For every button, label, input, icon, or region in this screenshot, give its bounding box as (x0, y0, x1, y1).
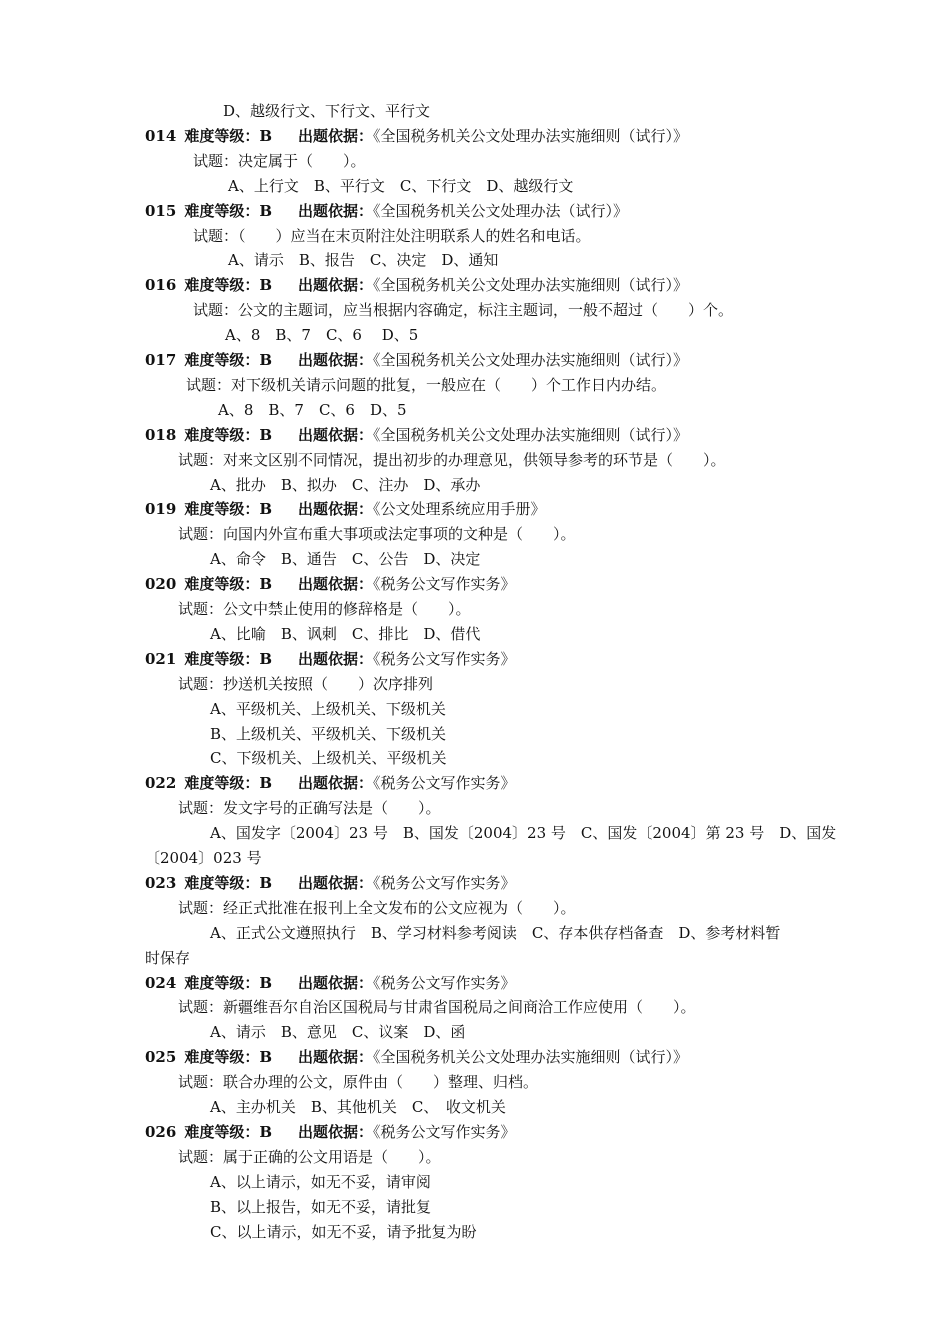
question-number: 016 (145, 276, 177, 295)
basis-label: 出题依据： (298, 500, 374, 519)
basis-label: 出题依据： (298, 774, 374, 793)
difficulty-level: 难度等级：B (184, 873, 272, 892)
question-text: 试题：新疆维吾尔自治区国税局与甘肃省国税局之间商洽工作应使用（ ）。 (178, 998, 696, 1017)
difficulty-level: 难度等级：B (184, 276, 272, 295)
question-text: 试题：（ ）应当在末页附注处注明联系人的姓名和电话。 (193, 226, 591, 245)
option-continuation: 时保存 (145, 948, 191, 967)
question-text: 试题：决定属于（ ）。 (193, 151, 366, 170)
basis-source: 《税务公文写作实务》 (373, 1122, 516, 1141)
basis-label: 出题依据： (298, 425, 374, 444)
difficulty-level: 难度等级：B (184, 126, 272, 145)
basis-source: 《税务公文写作实务》 (373, 973, 516, 992)
question-number: 020 (145, 575, 177, 594)
question-number: 014 (145, 126, 177, 145)
basis-source: 《全国税务机关公文处理办法（试行）》 (373, 201, 629, 220)
basis-label: 出题依据： (298, 873, 374, 892)
answer-option: A、比喻 B、讽刺 C、排比 D、借代 (210, 624, 481, 643)
question-number: 022 (145, 774, 177, 793)
basis-label: 出题依据： (298, 649, 374, 668)
question-text: 试题：对来文区别不同情况，提出初步的办理意见，供领导参考的环节是（ ）。 (178, 450, 726, 469)
answer-option: D、越级行文、下行文、平行文 (223, 102, 431, 120)
basis-source: 《税务公文写作实务》 (373, 774, 516, 793)
answer-option: A、命令 B、通告 C、公告 D、决定 (210, 550, 481, 569)
answer-option: A、8 B、7 C、6 D、5 (218, 400, 407, 419)
answer-option: A、批办 B、拟办 C、注办 D、承办 (210, 475, 481, 494)
answer-option: A、正式公文遵照执行 B、学习材料参考阅读 C、存本供存档备查 D、参考材料暂 (210, 923, 781, 942)
basis-label: 出题依据： (298, 575, 374, 594)
basis-label: 出题依据： (298, 1048, 374, 1067)
question-header (145, 499, 546, 519)
difficulty-level: 难度等级：B (184, 1048, 272, 1067)
question-header (145, 126, 688, 146)
question-text: 试题：公文的主题词，应当根据内容确定，标注主题词，一般不超过（ ）个。 (193, 301, 734, 320)
answer-option: A、主办机关 B、其他机关 C、 收文机关 (210, 1098, 506, 1116)
difficulty-level: 难度等级：B (184, 201, 272, 220)
question-header (145, 873, 516, 893)
question-header (145, 1047, 688, 1067)
basis-label: 出题依据： (298, 276, 374, 295)
question-header (145, 1122, 516, 1142)
basis-label: 出题依据： (298, 351, 374, 369)
question-header (145, 425, 688, 445)
answer-option: A、国发字〔2004〕23 号 B、国发〔2004〕23 号 C、国发〔2004〕第 23 号 D、国发 (210, 824, 837, 843)
option-continuation: 〔2004〕023 号 (145, 849, 262, 867)
question-header (145, 201, 628, 221)
question-text: 试题：属于正确的公文用语是（ ）。 (178, 1147, 441, 1166)
question-text: 试题：对下级机关请示问题的批复，一般应在（ ）个工作日内办结。 (186, 375, 667, 394)
question-text: 试题：经正式批准在报刊上全文发布的公文应视为（ ）。 (178, 898, 576, 917)
difficulty-level: 难度等级：B (184, 500, 272, 519)
basis-label: 出题依据： (298, 1122, 374, 1141)
question-number: 025 (145, 1048, 177, 1067)
answer-option: A、上行文 B、平行文 C、下行文 D、越级行文 (228, 176, 574, 195)
answer-option: C、以上请示，如无不妥，请予批复为盼 (210, 1222, 477, 1241)
answer-option: B、上级机关、平级机关、下级机关 (210, 724, 447, 743)
basis-label: 出题依据： (298, 973, 374, 992)
answer-option: A、以上请示，如无不妥，请审阅 (210, 1172, 431, 1191)
answer-option: A、8 B、7 C、6 D、5 (225, 326, 419, 345)
answer-option: A、请示 B、报告 C、决定 D、通知 (228, 251, 499, 270)
difficulty-level: 难度等级：B (184, 575, 272, 594)
question-number: 024 (145, 973, 177, 992)
question-number: 026 (145, 1122, 177, 1141)
basis-source: 《税务公文写作实务》 (373, 575, 516, 594)
difficulty-level: 难度等级：B (184, 973, 272, 992)
question-number: 015 (145, 201, 177, 220)
basis-source: 《全国税务机关公文处理办法实施细则（试行）》 (373, 425, 689, 444)
basis-source: 《全国税务机关公文处理办法实施细则（试行）》 (373, 276, 689, 295)
question-text: 试题：联合办理的公文，原件由（ ）整理、归档。 (178, 1073, 539, 1092)
answer-option: B、以上报告，如无不妥，请批复 (210, 1197, 432, 1216)
question-number: 021 (145, 649, 177, 668)
question-header (145, 973, 516, 993)
answer-option: C、下级机关、上级机关、平级机关 (210, 749, 447, 768)
basis-source: 《公文处理系统应用手册》 (373, 500, 546, 519)
question-number: 019 (145, 500, 177, 519)
question-header (145, 350, 688, 370)
difficulty-level: 难度等级：B (184, 649, 272, 668)
difficulty-level: 难度等级：B (184, 351, 272, 369)
question-number: 018 (145, 425, 177, 444)
basis-source: 《税务公文写作实务》 (373, 873, 516, 892)
question-text: 试题：发文字号的正确写法是（ ）。 (178, 799, 441, 818)
question-header (145, 574, 516, 594)
basis-source: 《全国税务机关公文处理办法实施细则（试行）》 (373, 1048, 689, 1067)
question-header (145, 275, 688, 295)
basis-label: 出题依据： (298, 126, 374, 145)
answer-option: A、请示 B、意见 C、议案 D、函 (210, 1023, 466, 1042)
answer-option: A、平级机关、上级机关、下级机关 (210, 699, 446, 718)
basis-source: 《全国税务机关公文处理办法实施细则（试行）》 (373, 351, 689, 369)
question-number: 017 (145, 351, 177, 369)
basis-label: 出题依据： (298, 201, 374, 220)
basis-source: 《全国税务机关公文处理办法实施细则（试行）》 (373, 126, 689, 145)
question-number: 023 (145, 873, 177, 892)
difficulty-level: 难度等级：B (184, 774, 272, 793)
question-text: 试题：抄送机关按照（ ）次序排列 (178, 674, 434, 693)
basis-source: 《税务公文写作实务》 (373, 649, 516, 668)
question-header (145, 773, 516, 793)
question-text: 试题：向国内外宣布重大事项或法定事项的文种是（ ）。 (178, 525, 576, 544)
question-text: 试题：公文中禁止使用的修辞格是（ ）。 (178, 600, 471, 618)
difficulty-level: 难度等级：B (184, 425, 272, 444)
question-header (145, 649, 516, 669)
difficulty-level: 难度等级：B (184, 1122, 272, 1141)
